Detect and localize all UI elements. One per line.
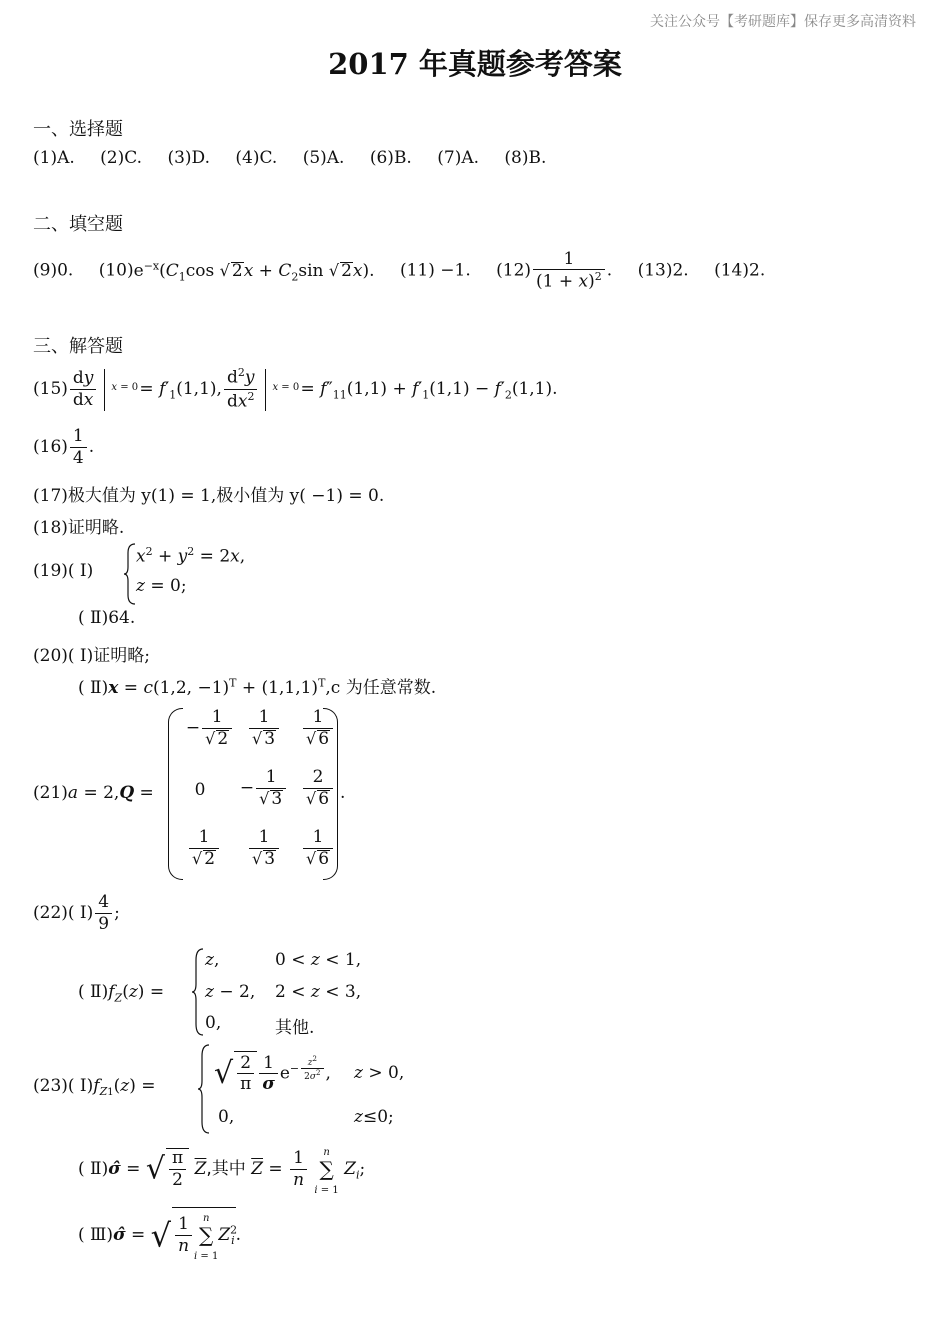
watermark: 关注公众号【考研题库】保存更多高清资料 xyxy=(650,14,916,30)
answer-21-label: (21)a = 2,Q = xyxy=(33,783,154,803)
matrix-q: − $\frac{1}{√ 2}$ $\frac{1}{√ 3}$ $\frac{1}{√ 6}$ 0 − $\frac{1}{√ 3}$ $\frac{2}{√ 6}$ $\frac{1}{√ 2}$ $\frac{1}{√ 3}$ $\frac{1}{√ 6}$ xyxy=(168,708,344,880)
answer-20-part2: ( Ⅱ)x = c(1,2, $-1)^T + (1,1,1)^T,c$ 为任意常数. xyxy=(78,676,437,698)
answer-23-brace xyxy=(197,1044,211,1134)
answer-6: (6)B. xyxy=(369,148,412,168)
answer-23-pdf-expression: √ $\frac{2}{\pi}$ $\frac{1}{\sigma}$ $e^{- \frac{z^2}{2\sigma^2}}$ , xyxy=(214,1052,331,1095)
fill-answers-row: (9)0. $(10)e^{-x}(C_1\cos$ √ $2x + C_2\sin$ √ 2x). (11) −1. (12) $\frac{1}{(1 + x)^2}$ . (13)2. (14)2. xyxy=(33,248,766,293)
answer-22-other: 其他. xyxy=(275,1018,315,1038)
answer-3: (3)D. xyxy=(167,148,210,168)
answer-19-part2: ( Ⅱ)64. xyxy=(78,608,136,628)
answer-18: (18)证明略. xyxy=(33,518,125,538)
answer-2: (2)C. xyxy=(100,148,143,168)
answer-22-brace xyxy=(191,948,205,1036)
answer-15-label: (15) xyxy=(33,379,68,399)
answer-22-part1: (22)( Ⅰ) $\frac{4}{9}$ ; xyxy=(33,892,120,934)
page-title: 2017 年真题参考答案 xyxy=(328,47,622,81)
answer-20-part1: (20)( Ⅰ)证明略; xyxy=(33,646,151,666)
answer-12-label: (12) xyxy=(496,260,532,281)
section-heading-choice: 一、选择题 xyxy=(33,119,123,140)
answer-15: (15) $\frac{dy}{dx}$ x = 0 = $f'_1(1,1)$, $\frac{d^2y}{dx^2}$ x = 0 = $f''_{11}(1,1) + f'_1(1,1) - f'_2(1,1)$. xyxy=(33,366,558,412)
section-heading-fill: 二、填空题 xyxy=(33,214,123,235)
section-heading-solve: 三、解答题 xyxy=(33,336,123,357)
answer-23-part3: ( Ⅲ)σ̂ = √ $\frac{1}{n}$ n ∑ $i = 1Z^2_i$. xyxy=(78,1207,241,1264)
answer-4: (4)C. xyxy=(235,148,278,168)
answer-23-part1-label: (23)( $Ⅰ)f_{Z1}(z)$ = xyxy=(33,1076,156,1099)
answer-9: (9)0. xyxy=(33,260,74,281)
answer-1: (1)A. xyxy=(33,148,75,168)
answer-17: (17)极大值为 y(1) = 1,极小值为 y( −1) = 0. xyxy=(33,486,385,506)
answer-16-label: (16) xyxy=(33,437,68,457)
answer-10-label: (10) xyxy=(98,260,134,281)
answer-23-part2: ( Ⅱ)σ̂ = √ $\frac{\pi}{2}$ $\overline{Z}$,其中 $\overline{Z}$ = $\frac{1}{n}$ n ∑ i = 1 $Z_i$; xyxy=(78,1147,366,1196)
answer-19-eq1: $x^2 + y^2 = 2x$, xyxy=(136,545,246,567)
choice-answers-row xyxy=(33,148,546,168)
answer-8: (8)B. xyxy=(504,148,547,168)
answer-5: (5)A. xyxy=(302,148,345,168)
answer-13: (13)2. xyxy=(637,260,689,281)
answer-12-fraction: $\frac{1}{(1 + x)^2}$ xyxy=(533,250,605,293)
answer-19-label: (19)( Ⅰ) xyxy=(33,561,94,581)
answer-22-part2-label: ( $Ⅱ)f_Z(z)$ = xyxy=(78,982,165,1005)
answer-14: (14)2. xyxy=(714,260,766,281)
answer-11: (11) −1. xyxy=(399,260,471,281)
answer-16: (16) $\frac{1}{4}$ . xyxy=(33,426,95,468)
answer-7: (7)A. xyxy=(437,148,480,168)
answer-19-eq2: z = 0; xyxy=(136,576,187,596)
answer-19-brace xyxy=(123,543,137,605)
answer-page: 关注公众号【考研题库】保存更多高清资料 2017 年真题参考答案 一、选择题 (1)A. (2)C. (3)D. (4)C. (5)A. (6)B. (7)A. (8)B. 二、填空题 (9)0. $(10)e^{-x}(C_1\cos$ √ $2x + C_2\sin$ √ 2x). (11) −1. (12) $\frac{1}{(1 + x)^2}$ . (13)2. (14)2. 三、解答题 (15) $\frac{dy}{dx}$ x = 0 = $f'_1(1,1)$, $\frac{d^2y}{dx^2}$ x = 0 = $f''_{11}(1,1) + f'_1(1,1) - f'_2(1,1)$. (16) $\frac{1}{4}$ . (17)极大值为 y(1) = 1,极小值为 y( −1) = 0. (18)证明略. (19)( Ⅰ) $x^2 + y^2 = 2x$, z = 0; ( Ⅱ)64. (20)( Ⅰ)证明略; ( Ⅱ)x = c(1,2, $-1)^T + (1,1,1)^T,c$ 为任意常数. (21)a = 2,Q = − $\frac{1}{√ 2}$ $\frac{1}{√ 3}$ $\frac{1}{√ 6}$ 0 − $\frac{1}{√ 3}$ $\frac{2}{√ 6}$ $\frac{1}{√ 2}$ $\frac{1}{√ 3}$ $\frac{1}{√ 6}$ . (22)( Ⅰ) $\frac{4}{9}$ ; ( $Ⅱ)f_Z(z)$ = z, 0 < z < 1, z − 2, 2 < z < 3, 0, 其他. (23)( $Ⅰ)f_{Z1}(z)$ = √ $\frac{2}{\pi}$ $\frac{1}{\sigma}$ $e^{- \frac{z^2}{2\sigma^2}}$ , z > 0, 0, z≤0; ( Ⅱ)σ̂ = √ $\frac{\pi}{2}$ $\overline{Z}$,其中 $\overline{Z}$ = $\frac{1}{n}$ n ∑ i = 1 $Z_i$; ( Ⅲ)σ̂ = √ $\frac{1}{n}$ n ∑ $i = 1Z^2_i$. xyxy=(0,0,950,1344)
answer-10-formula: $e^{-x}(C_1\cos$ √ $2x + C_2\sin$ √ 2x). xyxy=(133,259,375,284)
